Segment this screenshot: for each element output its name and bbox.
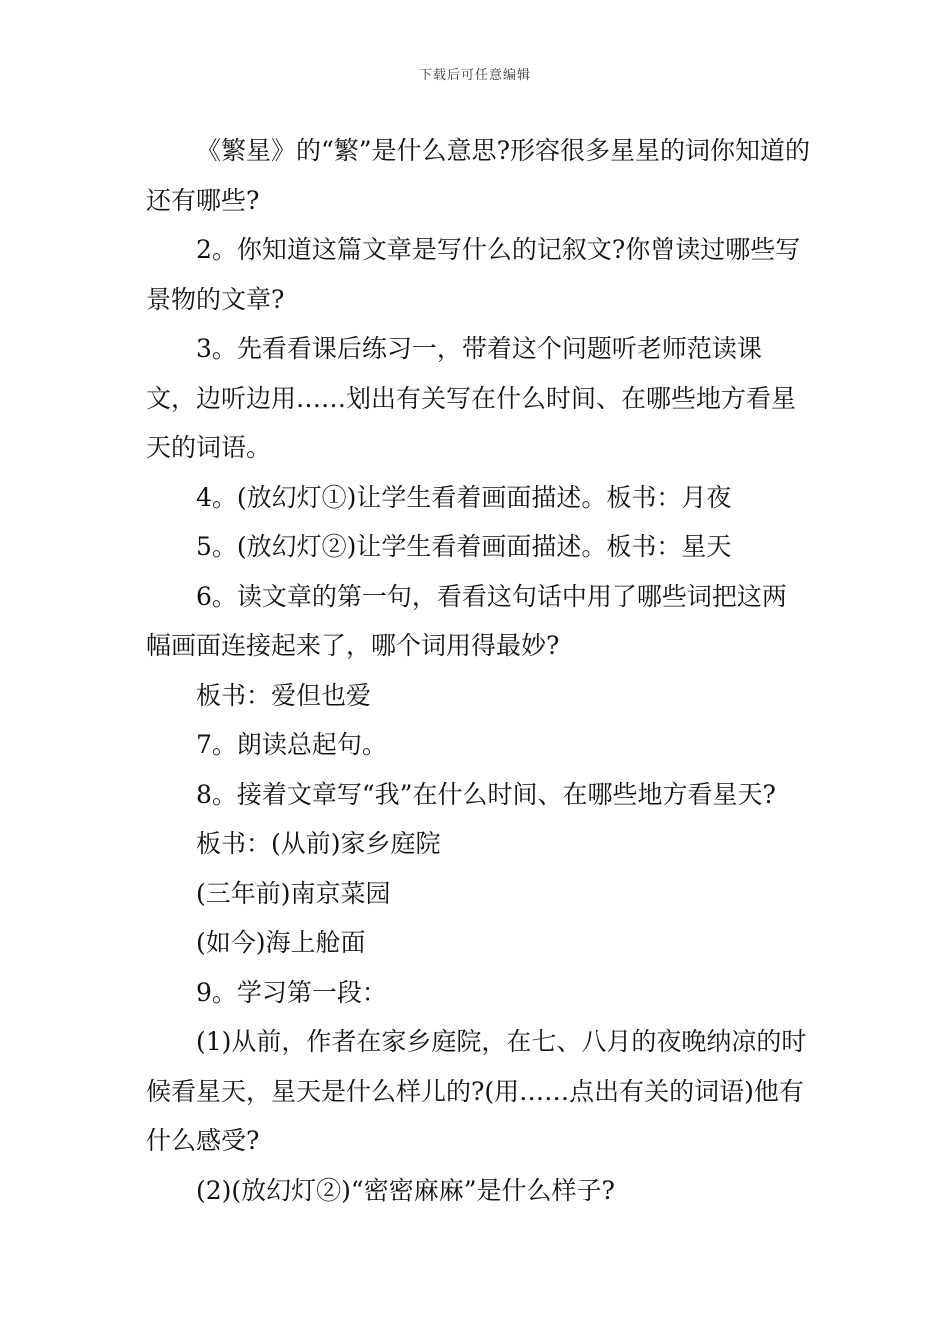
paragraph-10: 板书：(从前)家乡庭院 <box>196 829 441 858</box>
document-body <box>146 126 811 1215</box>
paragraph-12: (如今)海上舱面 <box>196 928 366 957</box>
paragraph-15: (2)(放幻灯②)“密密麻麻”是什么样子? <box>196 1175 615 1205</box>
paragraph-2: 2。你知道这篇文章是写什么的记叙文?你曾读过哪些写景物的文章? <box>146 235 801 314</box>
page-header-note: 下载后可任意编辑 <box>418 68 531 83</box>
paragraph-1: 《繁星》的“繁”是什么意思?形容很多星星的词你知道的还有哪些? <box>146 136 810 215</box>
paragraph-4: 4。(放幻灯①)让学生看着画面描述。板书：月夜 <box>196 482 732 512</box>
paragraph-8: 7。朗读总起句。 <box>196 730 387 759</box>
paragraph-5: 5。(放幻灯②)让学生看着画面描述。板书：星天 <box>196 532 732 561</box>
paragraph-13: 9。学习第一段： <box>196 977 387 1007</box>
paragraph-6: 6。读文章的第一句，看看这句话中用了哪些词把这两幅画面连接起来了，哪个词用得最妙? <box>146 581 787 660</box>
paragraph-11: (三年前)南京菜园 <box>196 878 391 908</box>
paragraph-7: 板书：爱但也爱 <box>196 680 372 710</box>
paragraph-14: (1)从前，作者在家乡庭院，在七、八月的夜晚纳凉的时候看星天，星天是什么样儿的?(用……点出有关的词语)他有什么感受? <box>146 1027 807 1155</box>
paragraph-3: 3。先看看课后练习一，带着这个问题听老师范读课文，边听边用……划出有关写在什么时间、在哪些地方看星天的词语。 <box>146 334 797 462</box>
paragraph-9: 8。接着文章写“我”在什么时间、在哪些地方看星天? <box>196 779 776 809</box>
